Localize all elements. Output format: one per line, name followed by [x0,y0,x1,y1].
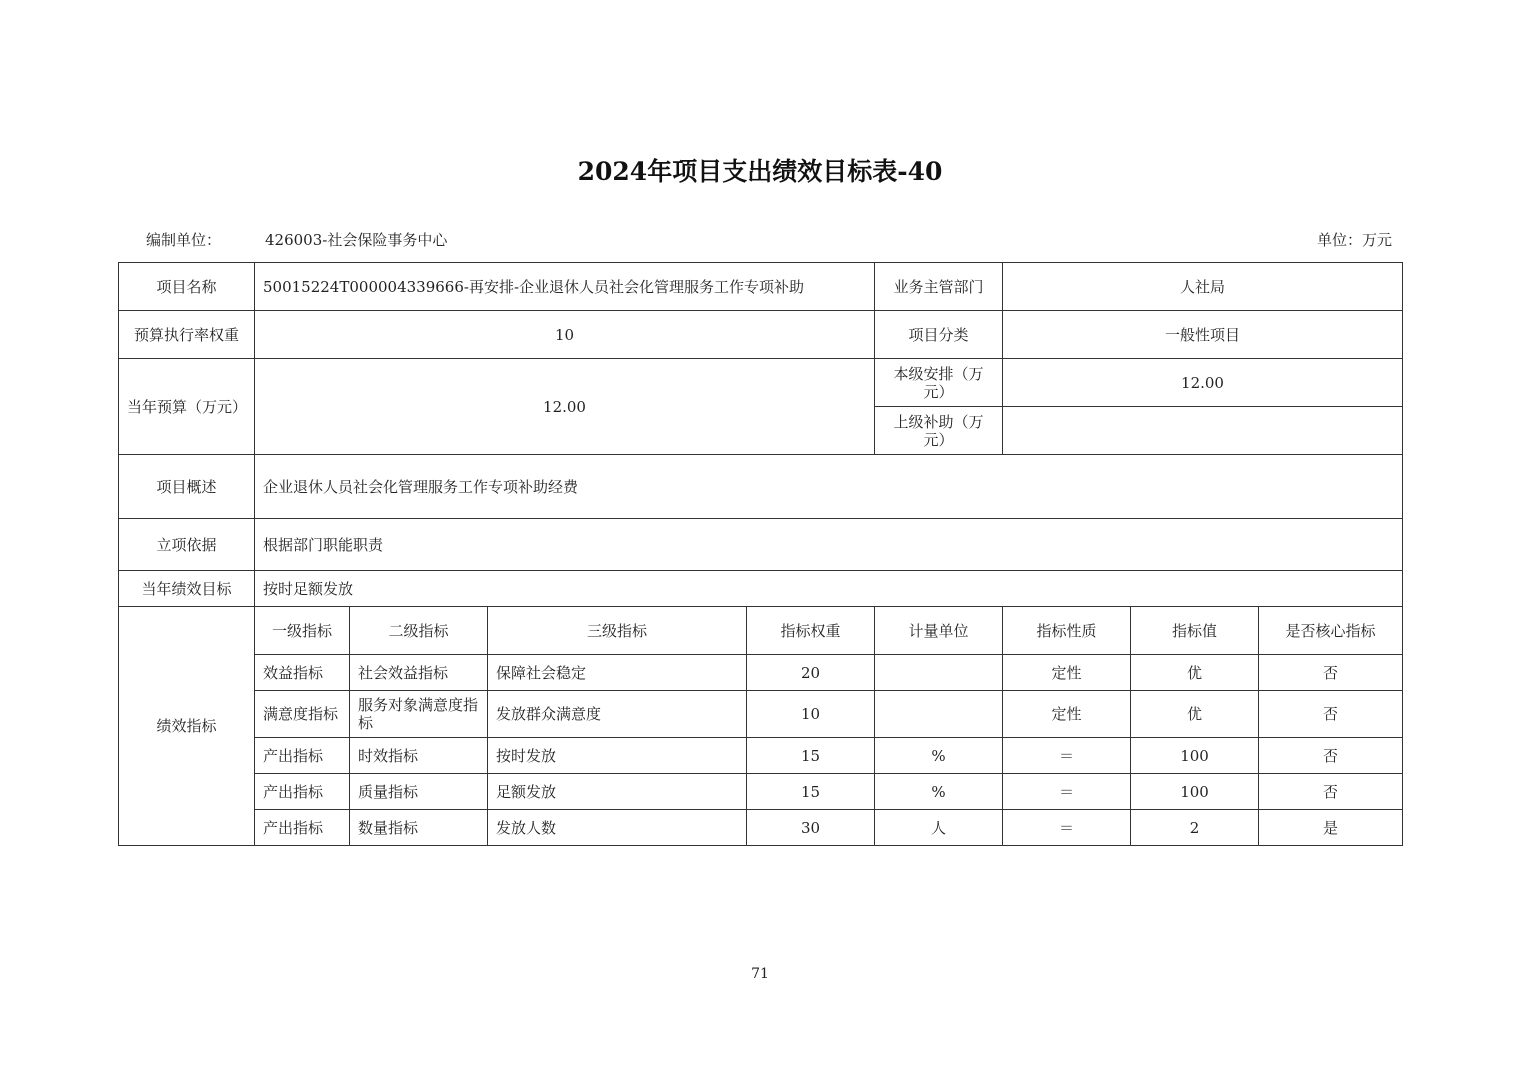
indicator-weight: 30 [747,810,875,846]
project-name-label: 项目名称 [119,263,255,311]
indicator-row [119,774,1403,810]
indicator-level3: 发放人数 [488,810,747,846]
overview-row [119,455,1403,519]
indicator-core: 否 [1259,655,1403,691]
indicator-header-row [119,607,1403,655]
indicator-core: 否 [1259,691,1403,738]
project-category-label: 项目分类 [875,311,1003,359]
indicator-row [119,738,1403,774]
header-nature: 指标性质 [1003,607,1131,655]
indicator-level3: 保障社会稳定 [488,655,747,691]
indicator-nature: ＝ [1003,738,1131,774]
indicator-level1: 效益指标 [255,655,350,691]
project-basis-value: 根据部门职能职责 [255,519,1403,571]
indicators-section-label: 绩效指标 [119,607,255,846]
page-title: 2024年项目支出绩效目标表-40 [577,157,943,186]
indicator-level1: 产出指标 [255,810,350,846]
local-allocation-label: 本级安排（万元） [875,359,1003,407]
header-weight: 指标权重 [747,607,875,655]
indicator-weight: 20 [747,655,875,691]
indicator-nature: 定性 [1003,655,1131,691]
budget-row-local [119,359,1403,407]
indicator-row [119,691,1403,738]
indicator-level3: 发放群众满意度 [488,691,747,738]
execution-weight-value: 10 [255,311,875,359]
budget-weight-row [119,311,1403,359]
department-label: 业务主管部门 [875,263,1003,311]
project-category-value: 一般性项目 [1003,311,1403,359]
superior-subsidy-value [1003,407,1403,455]
indicator-level2: 数量指标 [350,810,488,846]
indicator-unit: 人 [875,810,1003,846]
indicator-weight: 15 [747,738,875,774]
currency-unit: 单位：万元 [1316,231,1392,249]
project-name-row [119,263,1403,311]
indicator-weight: 15 [747,774,875,810]
indicator-level2: 服务对象满意度指标 [350,691,488,738]
project-name-value: 50015224T000004339666-再安排-企业退休人员社会化管理服务工作专项补助 [255,263,875,311]
goal-row [119,571,1403,607]
indicator-core: 是 [1259,810,1403,846]
annual-goal-label: 当年绩效目标 [119,571,255,607]
performance-target-table [118,262,1403,846]
indicator-core: 否 [1259,738,1403,774]
indicator-unit: % [875,774,1003,810]
local-allocation-value: 12.00 [1003,359,1403,407]
annual-goal-value: 按时足额发放 [255,571,1403,607]
header-unit: 计量单位 [875,607,1003,655]
indicator-row [119,810,1403,846]
indicator-level2: 质量指标 [350,774,488,810]
indicator-level1: 产出指标 [255,738,350,774]
indicator-unit: % [875,738,1003,774]
indicator-row [119,655,1403,691]
header-level2: 二级指标 [350,607,488,655]
indicator-value: 优 [1131,691,1259,738]
indicator-level3: 按时发放 [488,738,747,774]
indicator-weight: 10 [747,691,875,738]
project-overview-label: 项目概述 [119,455,255,519]
page-number: 71 [751,966,769,982]
header-level1: 一级指标 [255,607,350,655]
indicator-value: 2 [1131,810,1259,846]
superior-subsidy-label: 上级补助（万元） [875,407,1003,455]
annual-budget-value: 12.00 [255,359,875,455]
project-overview-value: 企业退休人员社会化管理服务工作专项补助经费 [255,455,1403,519]
header-value: 指标值 [1131,607,1259,655]
indicator-value: 优 [1131,655,1259,691]
indicator-level2: 社会效益指标 [350,655,488,691]
indicator-core: 否 [1259,774,1403,810]
indicator-value: 100 [1131,774,1259,810]
indicator-value: 100 [1131,738,1259,774]
header-core: 是否核心指标 [1259,607,1403,655]
indicator-level3: 足额发放 [488,774,747,810]
indicator-nature: ＝ [1003,810,1131,846]
compiling-unit-value: 426003-社会保险事务中心 [265,231,448,249]
indicator-level1: 产出指标 [255,774,350,810]
indicator-level1: 满意度指标 [255,691,350,738]
indicator-level2: 时效指标 [350,738,488,774]
indicator-nature: 定性 [1003,691,1131,738]
project-basis-label: 立项依据 [119,519,255,571]
indicator-nature: ＝ [1003,774,1131,810]
indicator-unit [875,691,1003,738]
execution-weight-label: 预算执行率权重 [119,311,255,359]
indicator-unit [875,655,1003,691]
annual-budget-label: 当年预算（万元） [119,359,255,455]
department-value: 人社局 [1003,263,1403,311]
basis-row [119,519,1403,571]
header-level3: 三级指标 [488,607,747,655]
compiling-unit-label: 编制单位： [146,231,222,249]
